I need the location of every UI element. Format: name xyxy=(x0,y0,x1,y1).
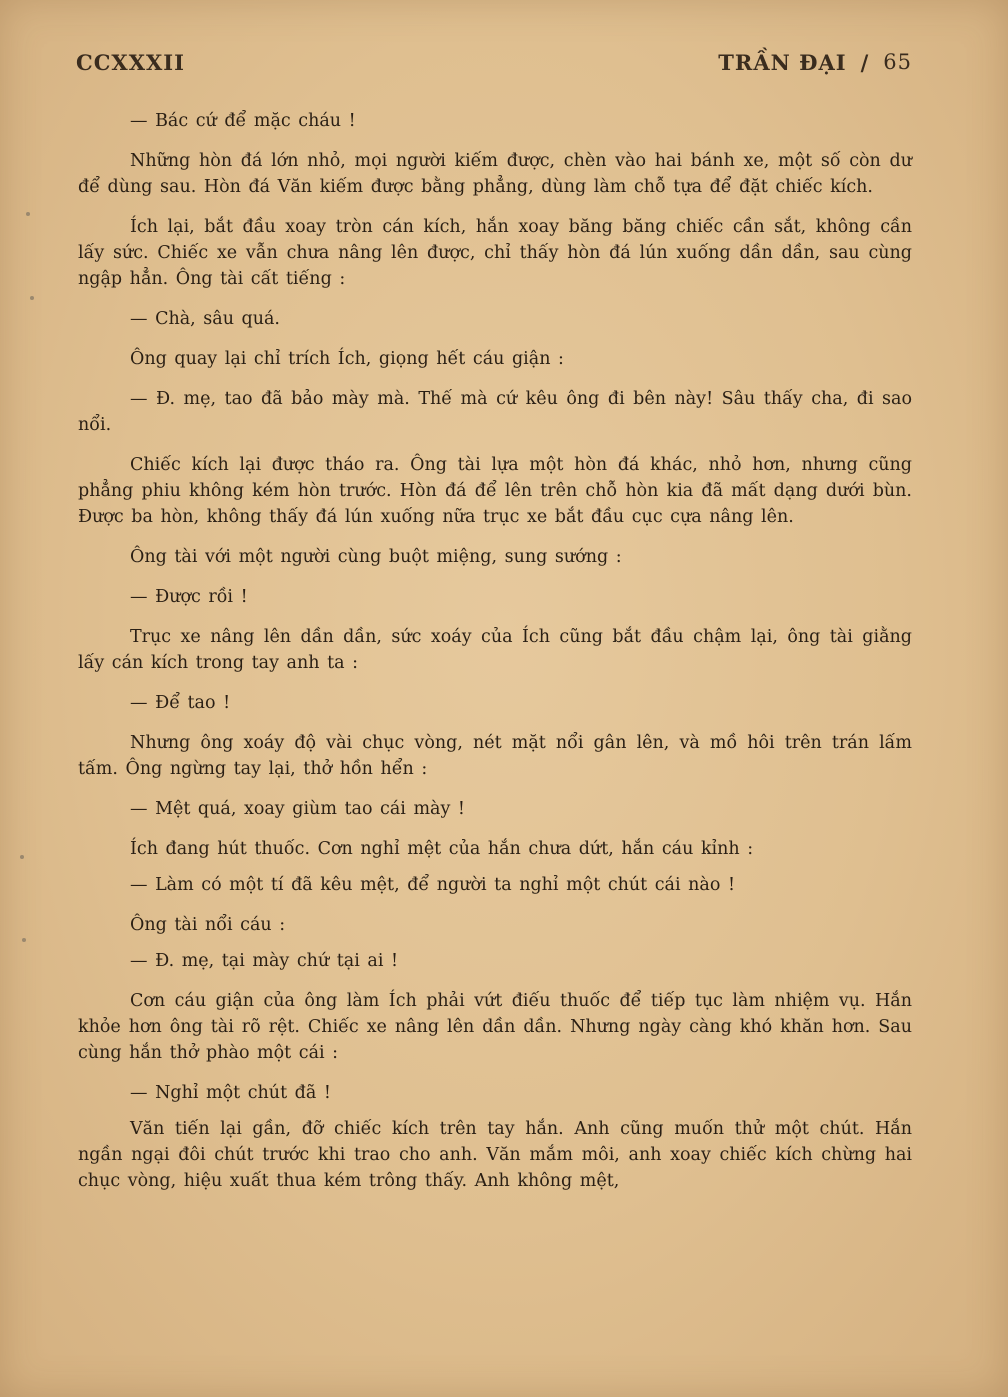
paragraph: Nhưng ông xoáy độ vài chục vòng, nét mặt nổi gân lên, và mồ hôi trên trán lấm tấm. Ông ngừng tay lại, thở hồn hển : xyxy=(78,733,912,779)
page-speck xyxy=(26,212,30,216)
paragraph: Văn tiến lại gần, đỡ chiếc kích trên tay hắn. Anh cũng muốn thử một chút. Hắn ngần ngại đôi chút trước khi trao cho anh. Văn mắm môi, anh xoay chiếc kích chừng hai chục vòng, hiệu xuất thua kém trông thấy. Anh không mệt, xyxy=(78,1119,912,1191)
paragraph: — Bác cứ để mặc cháu ! xyxy=(130,111,356,131)
paragraph: Ông tài với một người cùng buột miệng, sung sướng : xyxy=(130,547,622,567)
paragraph: — Để tao ! xyxy=(130,693,231,713)
page-speck xyxy=(20,855,24,859)
author-name: TRẦN ĐẠI xyxy=(718,49,847,75)
paragraph: — Được rồi ! xyxy=(130,587,248,607)
paragraph: — Nghỉ một chút đã ! xyxy=(130,1083,331,1103)
paragraph: — Đ. mẹ, tao đã bảo mày mà. Thế mà cứ kêu ông đi bên này! Sâu thấy cha, đi sao nổi. xyxy=(78,389,912,435)
paragraph: Chiếc kích lại được tháo ra. Ông tài lựa một hòn đá khác, nhỏ hơn, nhưng cũng phẳng phiu không kém hòn trước. Hòn đá để lên trên chỗ hòn kia đã mất dạng dưới bùn. Được ba hòn, không thấy đá lún xuống nữa trục xe bắt đầu cục cựa nâng lên. xyxy=(78,455,912,527)
paragraph: Cơn cáu giận của ông làm Ích phải vứt điếu thuốc để tiếp tục làm nhiệm vụ. Hắn khỏe hơn ông tài rõ rệt. Chiếc xe nâng lên dần dần. Nhưng ngày càng khó khăn hơn. Sau cùng hắn thở phào một cái : xyxy=(78,991,912,1063)
header-right xyxy=(718,50,912,75)
paragraph: — Chà, sâu quá. xyxy=(130,309,280,329)
page-speck xyxy=(22,938,26,942)
paragraph: Ích lại, bắt đầu xoay tròn cán kích, hắn xoay băng băng chiếc cần sắt, không cần lấy sức. Chiếc xe vẫn chưa nâng lên được, chỉ thấy hòn đá lún xuống dần dần, sau cùng ngập hẳn. Ông tài cất tiếng : xyxy=(78,217,912,289)
paragraph: — Đ. mẹ, tại mày chứ tại ai ! xyxy=(130,951,399,971)
page-speck xyxy=(30,296,34,300)
paragraph: Ông quay lại chỉ trích Ích, giọng hết cáu giận : xyxy=(130,349,564,369)
paragraph: — Mệt quá, xoay giùm tao cái mày ! xyxy=(130,799,465,819)
page-number: 65 xyxy=(883,49,912,74)
page-body xyxy=(78,108,912,1208)
paragraph: Ích đang hút thuốc. Cơn nghỉ mệt của hắn chưa dứt, hắn cáu kỉnh : xyxy=(130,839,754,859)
paragraph: — Làm có một tí đã kêu mệt, để người ta nghỉ một chút cái nào ! xyxy=(130,875,735,895)
paragraph: Ông tài nổi cáu : xyxy=(130,915,286,935)
header-separator: / xyxy=(860,49,870,75)
running-header xyxy=(76,46,912,78)
chapter-number: CCXXXII xyxy=(76,49,185,75)
paragraph: Trục xe nâng lên dần dần, sức xoáy của Ích cũng bắt đầu chậm lại, ông tài giằng lấy cán kích trong tay anh ta : xyxy=(78,627,912,673)
paragraph: Những hòn đá lớn nhỏ, mọi người kiếm được, chèn vào hai bánh xe, một số còn dư để dùng sau. Hòn đá Văn kiếm được bằng phẳng, dùng làm chỗ tựa để đặt chiếc kích. xyxy=(78,151,912,197)
